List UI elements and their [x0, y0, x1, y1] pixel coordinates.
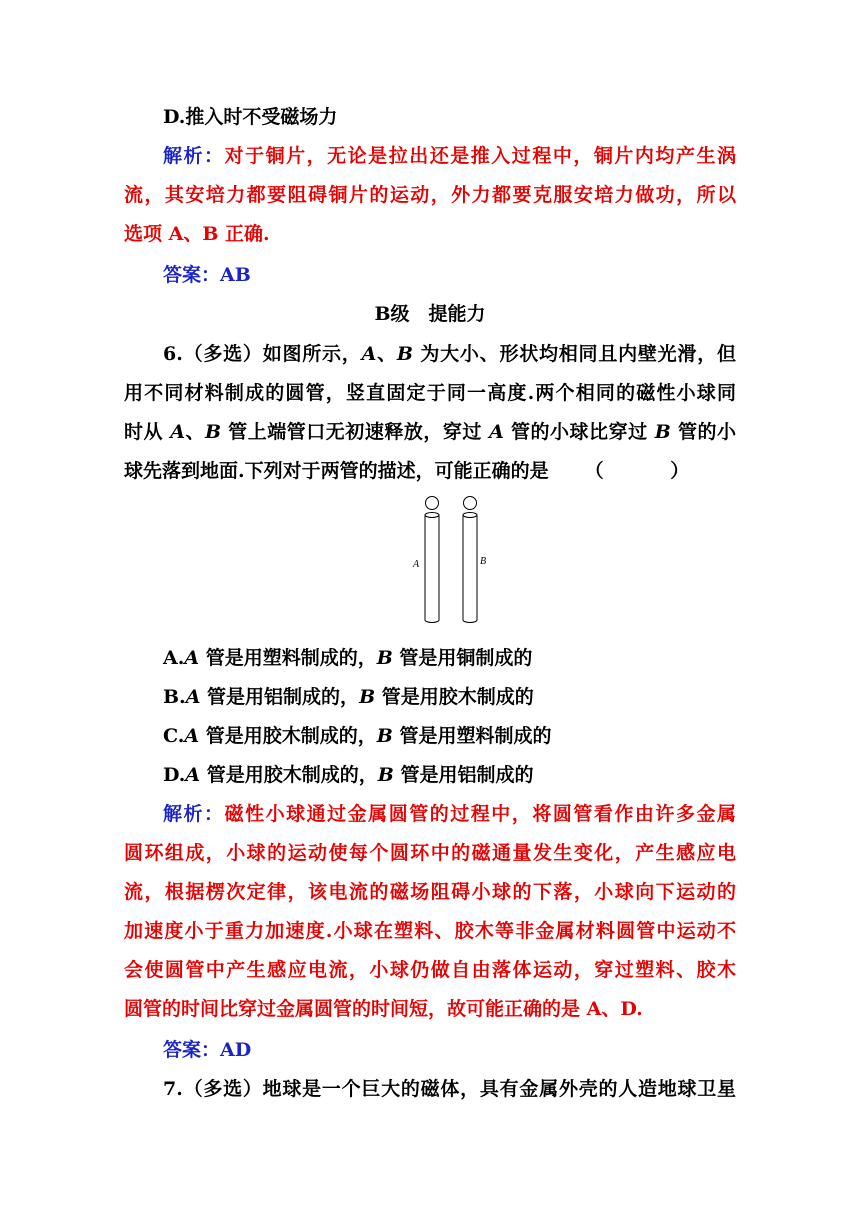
q6-stem-line-2: 用不同材料制成的圆管，竖直固定于同一高度.两个相同的磁性小球同 — [124, 382, 736, 404]
q6-analysis-label: 解析： — [163, 803, 225, 825]
q6-answer-value: AD — [220, 1039, 252, 1061]
q6-stem-line-1: 6.（多选）如图所示，A、B 为大小、形状均相同且内壁光滑，但 — [163, 343, 736, 365]
q6-analysis-line-3: 流，根据楞次定律，该电流的磁场阻碍小球的下落，小球向下运动的 — [124, 881, 736, 903]
q6-answer: 答案：AD — [163, 1039, 252, 1061]
q7-stem-line-1: 7.（多选）地球是一个巨大的磁体，具有金属外壳的人造地球卫星 — [163, 1078, 736, 1100]
two-tubes-figure — [400, 494, 496, 628]
q6-analysis-line-5: 会使圆管中产生感应电流，小球仍做自由落体运动，穿过塑料、胶木 — [124, 959, 736, 981]
q5-option-d: D.推入时不受磁场力 — [163, 106, 338, 128]
section-heading: B级 提能力 — [374, 303, 486, 325]
q6-stem-line-3: 时从 A、B 管上端管口无初速释放，穿过 A 管的小球比穿过 B 管的小 — [124, 421, 736, 443]
q6-analysis-line-1: 解析：磁性小球通过金属圆管的过程中，将圆管看作由许多金属 — [163, 803, 736, 825]
q5-analysis-line-1: 解析：对于铜片，无论是拉出还是推入过程中，铜片内均产生涡 — [163, 145, 736, 167]
q5-answer-value: AB — [220, 264, 251, 286]
q5-answer: 答案：AB — [163, 264, 251, 286]
ball-a — [426, 497, 439, 510]
tube-b — [463, 513, 477, 623]
q6-analysis-line-6: 圆管的时间比穿过金属圆管的时间短，故可能正确的是 A、D. — [124, 998, 643, 1020]
q6-option-b: B.A 管是用铝制成的，B 管是用胶木制成的 — [163, 686, 534, 708]
q6-stem-line-4: 球先落到地面.下列对于两管的描述，可能正确的是 （ ） — [124, 460, 720, 482]
ball-b — [464, 497, 477, 510]
tube-a-label: A — [413, 559, 420, 570]
q5-analysis-line-3: 选项 A、B 正确. — [124, 223, 270, 245]
answer-blank: （ ） — [584, 460, 720, 482]
q5-analysis-label: 解析： — [163, 145, 225, 167]
q6-analysis-line-2: 圆环组成，小球的运动使每个圆环中的磁通量发生变化，产生感应电 — [124, 842, 736, 864]
q6-option-d: D.A 管是用胶木制成的，B 管是用铝制成的 — [163, 764, 534, 786]
q5-analysis-line-2: 流，其安培力都要阻碍铜片的运动，外力都要克服安培力做功，所以 — [124, 184, 736, 206]
tube-a — [425, 513, 439, 623]
q6-option-a: A.A 管是用塑料制成的，B 管是用铜制成的 — [163, 647, 533, 669]
q6-option-c: C.A 管是用胶木制成的，B 管是用塑料制成的 — [163, 725, 552, 747]
q6-analysis-line-4: 加速度小于重力加速度.小球在塑料、胶木等非金属材料圆管中运动不 — [124, 920, 736, 942]
tube-b-label: B — [480, 556, 487, 567]
